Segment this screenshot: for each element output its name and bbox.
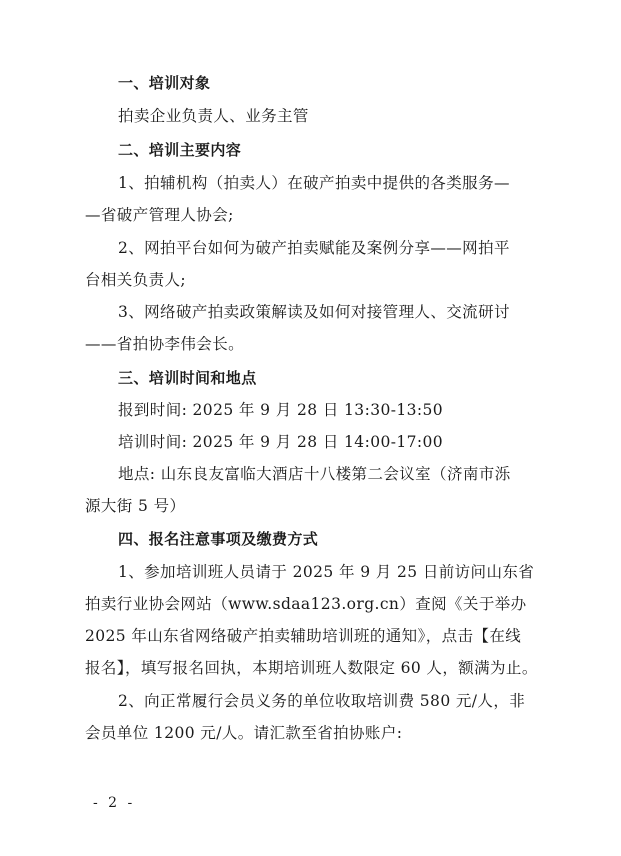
page-number: - 2 - <box>93 795 136 811</box>
section3-heading: 三、培训时间和地点 <box>118 369 257 387</box>
section2-item1-line2: —省破产管理人协会; <box>85 206 234 224</box>
section2-item3-line1: 3、网络破产拍卖政策解读及如何对接管理人、交流研讨 <box>118 303 510 321</box>
section2-item1-line1: 1、拍辅机构（拍卖人）在破产拍卖中提供的各类服务— <box>118 174 510 192</box>
section4-item2-line2: 会员单位 1200 元/人。请汇款至省拍协账户: <box>85 724 403 742</box>
section2-item2-line1: 2、网拍平台如何为破产拍卖赋能及案例分享——网拍平 <box>118 239 510 257</box>
section2-heading: 二、培训主要内容 <box>118 141 242 159</box>
section4-item1-line4: 报名】，填写报名回执，本期培训班人数限定 60 人，额满为止。 <box>85 659 538 677</box>
checkin-time: 报到时间: 2025 年 9 月 28 日 13:30-13:50 <box>118 401 444 419</box>
location-line1: 地点: 山东良友富临大酒店十八楼第二会议室（济南市泺 <box>118 465 511 483</box>
section1-heading: 一、培训对象 <box>118 74 211 92</box>
section2-item3-line2: ——省拍协李伟会长。 <box>85 335 245 353</box>
section4-item1-line2: 拍卖行业协会网站（www.sdaa123.org.cn）查阅《关于举办 <box>85 595 527 613</box>
section1-line1: 拍卖企业负责人、业务主管 <box>118 107 309 125</box>
section2-item2-line2: 台相关负责人; <box>85 271 187 289</box>
section4-item2-line1: 2、向正常履行会员义务的单位收取培训费 580 元/人，非 <box>118 692 526 710</box>
section4-heading: 四、报名注意事项及缴费方式 <box>118 530 319 548</box>
section4-item1-line3: 2025 年山东省网络破产拍卖辅助培训班的通知》，点击【在线 <box>85 627 522 645</box>
location-line2: 源大街 5 号） <box>85 497 186 515</box>
training-time: 培训时间: 2025 年 9 月 28 日 14:00-17:00 <box>118 433 444 451</box>
section4-item1-line1: 1、参加培训班人员请于 2025 年 9 月 25 日前访问山东省 <box>118 563 535 581</box>
